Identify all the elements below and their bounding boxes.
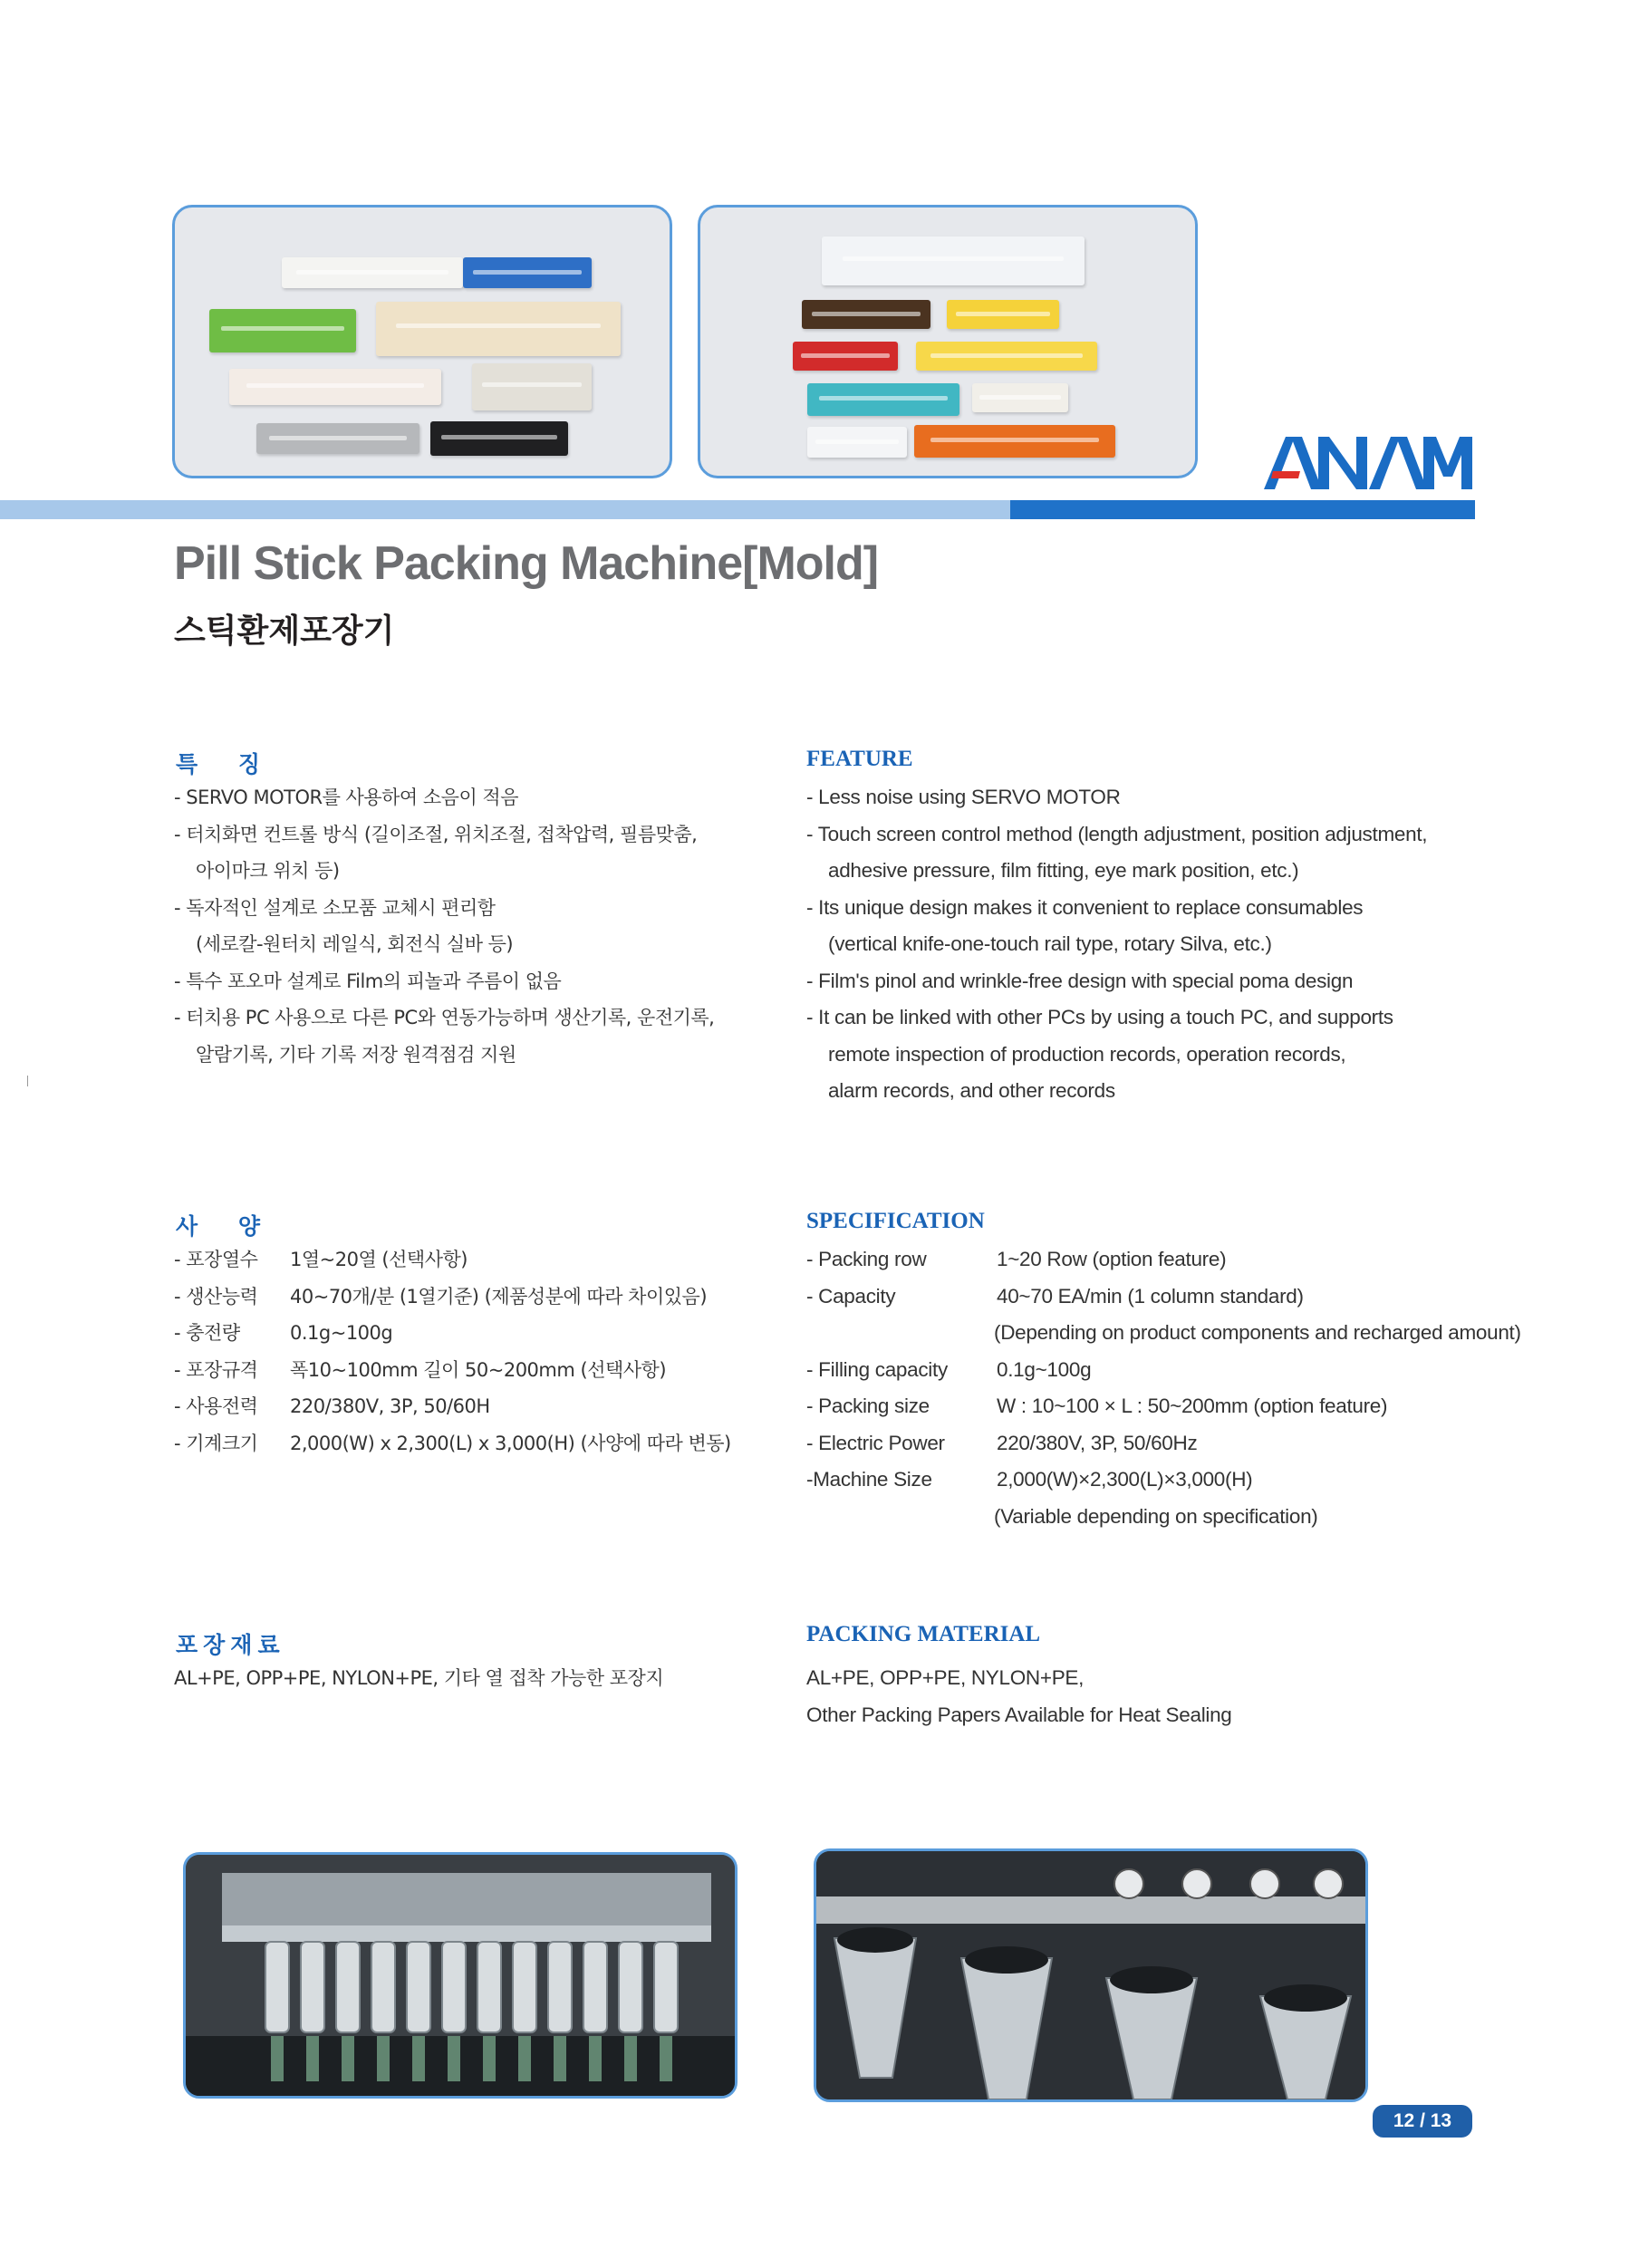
spec-row: [806, 1425, 1521, 1462]
spec-label: - 사용전력: [174, 1395, 258, 1417]
page-title-ko: 스틱환제포장기: [174, 613, 395, 650]
spec-label: - Capacity: [806, 1284, 896, 1308]
feature-line: remote inspection of production records, operation records,: [828, 1042, 1346, 1066]
feature-line: adhesive pressure, film fitting, eye mark position, etc.): [828, 859, 1299, 882]
features-list-en: [806, 779, 1427, 1110]
spec-value: 2,000(W)×2,300(L)×3,000(H): [997, 1468, 1253, 1491]
spec-label: - Packing size: [806, 1395, 930, 1417]
stick-sample: [430, 421, 568, 456]
spec-value: 폭10~100mm 길이 50~200mm (선택사항): [290, 1358, 667, 1381]
spec-row: [174, 1241, 731, 1279]
stick-sample: [807, 427, 907, 458]
spec-value: 2,000(W) x 2,300(L) x 3,000(H) (사양에 따라 변동): [290, 1432, 731, 1454]
feature-line: 아이마크 위치 등): [196, 860, 340, 882]
spec-row: [806, 1279, 1521, 1316]
feature-line: - Film's pinol and wrinkle-free design with special poma design: [806, 969, 1354, 992]
spec-value: (Depending on product components and recharged amount): [994, 1321, 1521, 1344]
packing-heading-ko: 포장재료: [176, 1632, 285, 1658]
packing-text-ko: [174, 1660, 663, 1697]
anam-logo: [1264, 433, 1477, 493]
spec-label: - Filling capacity: [806, 1357, 948, 1381]
header-band-dark: [1010, 500, 1475, 519]
spec-row: [174, 1388, 731, 1425]
packing-line: AL+PE, OPP+PE, NYLON+PE, 기타 열 접착 가능한 포장지: [174, 1667, 664, 1689]
spec-value: 220/380V, 3P, 50/60Hz: [997, 1431, 1198, 1454]
spec-row: [174, 1425, 731, 1462]
stick-sample: [822, 236, 1085, 285]
spec-row: [806, 1315, 1521, 1352]
sample-photo-left: [172, 205, 672, 478]
features-list-ko: [174, 779, 714, 1073]
spec-label: - Electric Power: [806, 1431, 945, 1454]
feature-line: 알람기록, 기타 기록 저장 원격점검 지원: [196, 1043, 516, 1066]
spec-value: 0.1g~100g: [290, 1322, 393, 1344]
spec-label: - 충전량: [174, 1322, 240, 1344]
spec-value: 40~70개/분 (1열기준) (제품성분에 따라 차이있음): [290, 1285, 708, 1308]
spec-label: -Machine Size: [806, 1468, 932, 1491]
machine-photo-left: [183, 1852, 738, 2099]
stick-sample: [209, 309, 356, 352]
spec-heading-ko: 사 양: [176, 1213, 277, 1240]
packing-text-en: [806, 1660, 1232, 1733]
feature-line: - It can be linked with other PCs by using a touch PC, and supports: [806, 1006, 1393, 1028]
spec-list-en: [806, 1241, 1521, 1535]
machine-photo-right: [814, 1848, 1368, 2102]
feature-line: - 터치용 PC 사용으로 다른 PC와 연동가능하며 생산기록, 운전기록,: [174, 1007, 715, 1028]
stick-sample: [229, 369, 441, 405]
sample-photo-right: [698, 205, 1198, 478]
stick-sample: [256, 423, 419, 454]
spec-label: - Packing row: [806, 1248, 927, 1270]
page-number-badge: 12 / 13: [1373, 2105, 1472, 2138]
feature-line: (vertical knife-one-touch rail type, rotary Silva, etc.): [828, 932, 1272, 955]
stick-sample: [947, 300, 1059, 329]
feature-line: (세로칼-원터치 레일식, 회전식 실바 등): [196, 933, 514, 955]
packing-line: Other Packing Papers Available for Heat Sealing: [806, 1703, 1232, 1726]
stick-sample: [914, 425, 1115, 458]
hoppers-image: [816, 1851, 1365, 2099]
stick-sample: [463, 257, 592, 288]
spec-value: (Variable depending on specification): [994, 1504, 1318, 1528]
margin-mark: [27, 1076, 28, 1086]
feature-line: alarm records, and other records: [828, 1079, 1115, 1102]
stick-sample: [802, 300, 930, 329]
features-heading-ko: 특 징: [176, 751, 277, 777]
packing-heading-en: PACKING MATERIAL: [806, 1622, 1041, 1646]
spec-row: [806, 1352, 1521, 1389]
feature-line: - Touch screen control method (length adjustment, position adjustment,: [806, 822, 1428, 845]
spec-value: 1~20 Row (option feature): [997, 1248, 1227, 1270]
header-band-light: [0, 500, 1010, 519]
spec-row: [174, 1352, 731, 1389]
features-heading-en: FEATURE: [806, 747, 913, 771]
spec-label: - 포장열수: [174, 1249, 258, 1270]
spec-row: [174, 1279, 731, 1316]
forming-tubes-image: [186, 1855, 735, 2096]
spec-row: [806, 1499, 1521, 1536]
page-title-en: Pill Stick Packing Machine[Mold]: [174, 537, 879, 590]
stick-sample: [282, 257, 463, 288]
feature-line: - 독자적인 설계로 소모품 교체시 편리함: [174, 896, 496, 919]
spec-value: 0.1g~100g: [997, 1357, 1092, 1381]
spec-list-ko: [174, 1241, 731, 1462]
spec-row: [806, 1241, 1521, 1279]
stick-sample: [376, 302, 621, 356]
spec-label: - 생산능력: [174, 1285, 258, 1308]
feature-line: - 터치화면 컨트롤 방식 (길이조절, 위치조절, 접착압력, 필름맞춤,: [174, 823, 698, 845]
stick-sample: [916, 342, 1097, 371]
spec-label: - 포장규격: [174, 1358, 258, 1381]
spec-value: 220/380V, 3P, 50/60H: [290, 1395, 490, 1417]
spec-heading-en: SPECIFICATION: [806, 1209, 985, 1233]
feature-line: - SERVO MOTOR를 사용하여 소음이 적음: [174, 787, 518, 808]
stick-sample: [472, 363, 592, 410]
packing-line: AL+PE, OPP+PE, NYLON+PE,: [806, 1666, 1085, 1689]
spec-label: - 기계크기: [174, 1432, 258, 1454]
spec-row: [174, 1315, 731, 1352]
stick-sample: [793, 342, 898, 371]
spec-row: [806, 1462, 1521, 1499]
spec-row: [806, 1388, 1521, 1425]
spec-value: 1열~20열 (선택사항): [290, 1249, 468, 1270]
feature-line: - Its unique design makes it convenient to replace consumables: [806, 895, 1364, 919]
stick-sample: [807, 383, 959, 416]
feature-line: - Less noise using SERVO MOTOR: [806, 786, 1121, 808]
spec-value: 40~70 EA/min (1 column standard): [997, 1284, 1304, 1308]
feature-line: - 특수 포오마 설계로 Film의 피놀과 주름이 없음: [174, 970, 562, 992]
stick-sample: [972, 383, 1068, 412]
spec-value: W : 10~100 × L : 50~200mm (option feature): [997, 1395, 1388, 1417]
